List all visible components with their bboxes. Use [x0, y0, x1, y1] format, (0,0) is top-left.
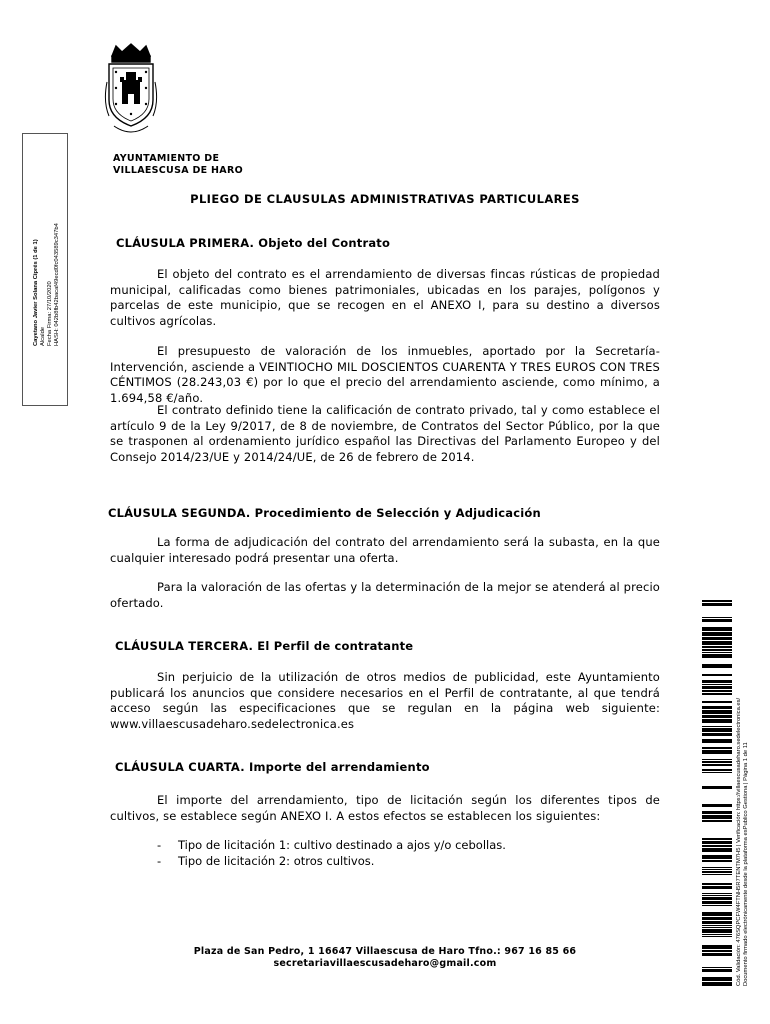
validation-line: Documento firmado electrónicamente desde la plataforma esPublico Gestiona | Página 1 de 11 [743, 742, 749, 986]
validation-text [736, 698, 750, 986]
bullet-list [157, 838, 506, 869]
clause-heading: CLÁUSULA SEGUNDA. Procedimiento de Selección y Adjudicación [108, 506, 541, 520]
clause-paragraph: El objeto del contrato es el arrendamiento de diversas fincas rústicas de propiedad municipal, calificadas como bienes patrimoniales, ubicadas en los parajes, polígonos y parcelas de este municipio, que se recogen en el ANEXO I, para su destino a diversos cultivos agrícolas. [110, 267, 660, 328]
clause-paragraph: El contrato definido tiene la calificación de contrato privado, tal y como establece el artículo 9 de la Ley 9/2017, de 8 de noviembre, de Contratos del Sector Público, por la que se trasponen al ordenamiento jurídico español las Directivas del Parlamento Europeo y del Consejo 2014/23/UE y 2014/24/UE, de 26 de febrero de 2014. [110, 403, 660, 464]
signature-date: Fecha Firma: 27/10/2020 [47, 281, 53, 346]
signer-role: Alcalde [40, 326, 46, 346]
clause-paragraph: La forma de adjudicación del contrato del arrendamiento será la subasta, en la que cualquier interesado podrá presentar una oferta. [110, 535, 660, 565]
clause-paragraph: El presupuesto de valoración de los inmuebles, aportado por la Secretaría-Intervención, asciende a VEINTIOCHO MIL DOSCIENTOS CUARENTA Y TRES EUROS CON TRES CÉNTIMOS (28.243,03 €) por lo que el precio del arrendamiento asciende, como mínimo, a 1.694,58 €/año. [110, 344, 660, 405]
barcode-icon [702, 600, 732, 986]
list-item-text: Tipo de licitación 2: otros cultivos. [178, 853, 375, 868]
footer-address: Plaza de San Pedro, 1 16647 Villaescusa de Haro Tfno.: 967 16 85 66 [193, 946, 577, 957]
clause-paragraph: Sin perjuicio de la utilización de otros medios de publicidad, este Ayuntamiento publicará los anuncios que considere necesarios en el Perfil de contratante, al que tendrá acceso según las especificaciones que se regulan en la página web siguiente: www.villaescusadeharo.sedelectronica.es [110, 670, 660, 731]
signature-hash: HASH: 042b8fb42bacaf49ecd0fc043589c347b4 [54, 223, 60, 346]
clause-paragraph: El importe del arrendamiento, tipo de licitación según los diferentes tipos de cultivos, se establece según ANEXO I. A estos efectos se establecen los siguientes: [110, 793, 660, 823]
organization-line: AYUNTAMIENTO DE [113, 153, 220, 164]
validation-line: Cód. Validación: 476SQPCFW4FTNH5R7TENTM7H5 | Verificación: https://villaescusadeharo.sedelectronica.es/ [736, 697, 742, 986]
clause-heading: CLÁUSULA TERCERA. El Perfil de contratante [115, 639, 414, 653]
signer-name: Cayetano Javier Solana Ciprés (1 de 1) [33, 239, 39, 346]
page-footer [0, 946, 770, 970]
bullet-dash: - [157, 853, 162, 868]
footer-email: secretariavillaescusadeharo@gmail.com [273, 958, 497, 969]
list-item [157, 838, 506, 854]
clause-paragraph: Para la valoración de las ofertas y la determinación de la mejor se atenderá al precio ofertado. [110, 580, 660, 610]
coat-of-arms-icon [104, 42, 158, 146]
document-title: PLIEGO DE CLAUSULAS ADMINISTRATIVAS PARTICULARES [190, 192, 580, 206]
clause-heading: CLÁUSULA CUARTA. Importe del arrendamiento [115, 760, 430, 774]
list-item-text: Tipo de licitación 1: cultivo destinado a ajos y/o cebollas. [178, 838, 506, 852]
clause-heading: CLÁUSULA PRIMERA. Objeto del Contrato [116, 236, 391, 250]
signature-stamp [33, 223, 61, 346]
bullet-dash: - [157, 838, 162, 852]
organization-name [113, 153, 243, 177]
list-item [157, 854, 506, 870]
organization-line: VILLAESCUSA DE HARO [113, 165, 243, 176]
